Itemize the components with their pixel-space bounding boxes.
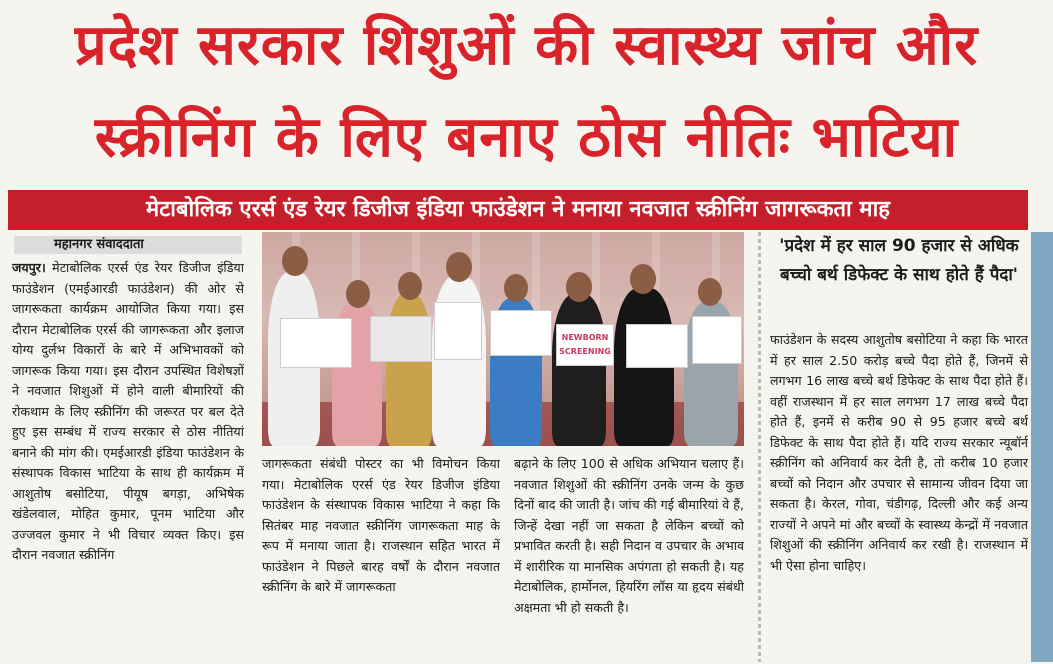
subheadline-banner: मेटाबोलिक एरर्स एंड रेयर डिजीज इंडिया फाउंडेशन ने मनाया नवजात स्क्रीनिंग जागरूकता माह	[8, 190, 1028, 230]
article-column-2: जागरूकता संबंधी पोस्टर का भी विमोचन किया गया। मेटाबोलिक एरर्स एंड रेयर डिजीज इंडिया फाउंडेशन के संस्थापक विकास भाटिया ने कहा कि सितंबर माह नवजात स्क्रीनिंग जागरूकता माह के रूप में मनाया जाता है। राजस्थान सहित भारत में फाउंडेशन ने पिछले बारह वर्षों के दौरान नवजात स्क्रीनिंग के बारे में जागरूकता	[262, 456, 500, 594]
poster	[434, 302, 482, 360]
poster	[370, 316, 432, 362]
column-divider	[758, 232, 761, 662]
sidebar-body: फाउंडेशन के सदस्य आशुतोष बसोटिया ने कहा कि भारत में हर साल 2.50 करोड़ बच्चे पैदा होते हैं, जिनमें से लगभग 16 लाख बच्चे बर्थ डिफेक्ट के साथ पैदा होते हैं। वहीं राजस्थान में हर साल लगभग 17 लाख बच्चे पैदा होते हैं, इनमें से करीब 90 से 95 हजार बच्चे बर्थ डिफेक्ट के साथ पैदा होते हैं। यदि राज्य सरकार न्यूबॉर्न स्क्रीनिंग को अनिवार्य कर देती है, तो करीब 10 हजार बच्चों को निदान और उपचार से सामान्य जीवन दिया जा सकता है। केरल, गोवा, चंडीगढ़, दिल्ली और कई अन्य राज्यों ने अपने मां और बच्चों के स्वास्थ्य केन्द्रों में नवजात शिशुओं की स्क्रीनिंग अनिवार्य कर रखी है। राजस्थान में भी ऐसा होना चाहिए।	[770, 332, 1028, 573]
headline-line-1: प्रदेश सरकार शिशुओं की स्वास्थ्य जांच और	[74, 13, 979, 78]
byline: महानगर संवाददाता	[14, 236, 242, 254]
headline	[0, 0, 1053, 184]
article-column-1	[12, 258, 244, 662]
poster-newborn-screening: NEWBORN SCREENING	[556, 324, 614, 366]
article-column-1-text: मेटाबोलिक एरर्स एंड रेयर डिजीज इंडिया फाउंडेशन (एमईआरडी फाउंडेशन) की ओर से जागरूकता कार्यक्रम आयोजित किया गया। इस दौरान मेटाबोलिक एरर्स की जागरूकता और इलाज योग्य दुर्लभ विकारों के बारे में अभिभावकों को जागरूक किया गया। इस दौरान उपस्थित विशेषज्ञों ने नवजात शिशुओं में होने वाली बीमारियों की रोकथाम के लिए स्क्रीनिंग की जरूरत पर बल देते हुए इस सम्बंध में राज्य सरकार से ठोस नीतियां बनाने की मांग की। एमईआरडी इंडिया फाउंडेशन के संस्थापक विकास भाटिया के साथ ही कार्यक्रम में आशुतोष बसोटिया, पीयूष बगड़ा, अभिषेक खंडेलवाल, मोहित कुमार, पूनम भाटिया और उज्जवल कुमार ने भी विचार व्यक्त किए। इस दौरान नवजात स्क्रीनिंग	[12, 260, 244, 562]
article-column-3: बढ़ाने के लिए 100 से अधिक अभियान चलाए हैं। नवजात शिशुओं की स्क्रीनिंग उनके जन्म के कुछ दिनों बाद की जाती है। जांच की गई बीमारियां वे हैं, जिन्हें देखा नहीं जा सकता है लेकिन बच्चों को प्रभावित करती है। सही निदान व उपचार के अभाव में शारीरिक या मानसिक अपंगता हो सकती है। यह मेटाबोलिक, हार्मोनल, हियरिंग लॉस या हृदय संबंधी अक्षमता भी हो सकती है।	[514, 456, 744, 615]
sidebar-pullquote: 'प्रदेश में हर साल 90 हजार से अधिक बच्चो बर्थ डिफेक्ट के साथ होते हैं पैदा'	[779, 236, 1019, 285]
poster	[490, 310, 552, 356]
headline-line-2: स्क्रीनिंग के लिए बनाए ठोस नीतिः भाटिया	[94, 105, 959, 170]
page-edge	[1031, 232, 1053, 662]
poster	[626, 324, 688, 368]
poster	[692, 316, 742, 364]
poster	[280, 318, 352, 368]
dateline: जयपुर।	[12, 260, 46, 275]
event-photo	[262, 232, 744, 446]
